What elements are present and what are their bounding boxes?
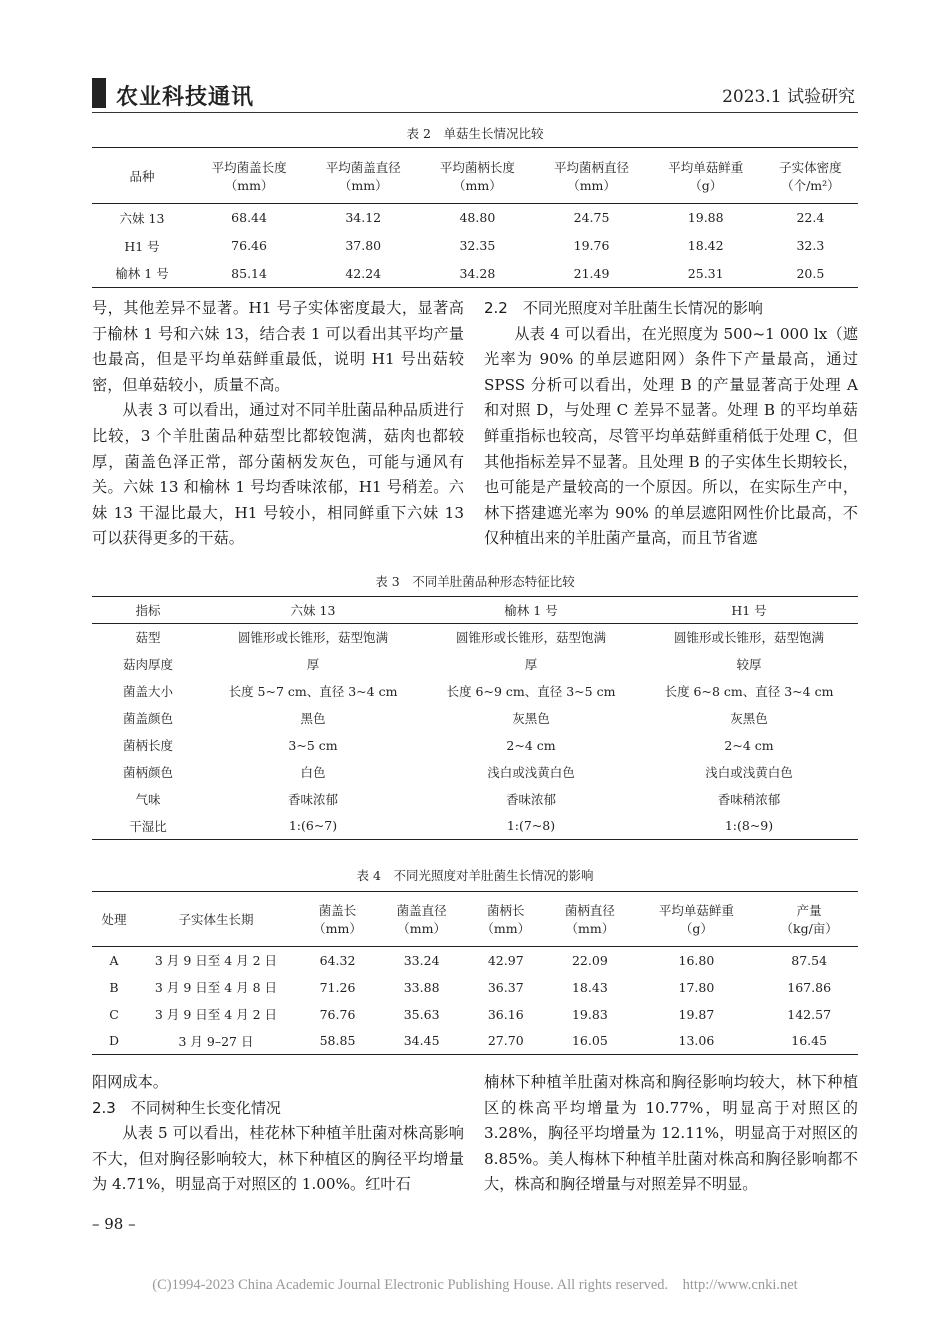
table-cell: 榆林 1 号 <box>115 266 169 282</box>
table-cell: C <box>109 1006 119 1022</box>
table-cell: 厚 <box>306 657 320 672</box>
table-cell: 34.12 <box>345 210 382 226</box>
paragraph: 阳网成本。 <box>92 1073 168 1091</box>
table2-header: 平均菌柄长度 （mm） <box>439 159 515 193</box>
table-row <box>92 705 858 732</box>
table-row <box>92 732 858 759</box>
table-cell: 42.97 <box>487 952 524 968</box>
table-cell: 19.88 <box>687 210 724 226</box>
table3 <box>92 596 858 840</box>
table-row <box>92 232 858 260</box>
header-bar <box>92 78 106 108</box>
table-row <box>92 947 858 974</box>
table-cell: 36.16 <box>487 1006 524 1022</box>
table-cell: 34.28 <box>459 265 496 281</box>
table-row <box>92 260 858 288</box>
table-cell: 2~4 cm <box>506 737 556 753</box>
issue-label: 2023.1 试验研究 <box>722 87 855 107</box>
table-cell: 58.85 <box>319 1033 356 1049</box>
table4-header: 处理 <box>101 912 127 927</box>
table4-header: 子实体生长期 <box>178 912 254 927</box>
table-cell: 长度 6~8 cm、直径 3~4 cm <box>664 684 834 699</box>
table-cell: 48.80 <box>459 210 496 226</box>
table-cell: A <box>109 952 119 968</box>
table-cell: 菇肉厚度 <box>122 657 173 672</box>
journal-logo: 农业科技通讯 <box>116 84 255 110</box>
table-cell: 64.32 <box>319 952 356 968</box>
table-cell: 3 月 9–27 日 <box>178 1033 254 1049</box>
paragraph: 楠林下种植羊肚菌对株高和胸径影响均较大，林下种植区的株高平均增量为 10.77%，明显高于对照区的 3.28%，胸径平均增量为 12.11%，明显高于对照区的 8.85%。美人梅林下种植羊肚菌对株高和胸径影响都不大，株高和胸径增量与对照差异不明显。 <box>484 1073 858 1194</box>
table-cell: 19.83 <box>571 1006 608 1022</box>
table-cell: 32.35 <box>459 238 496 253</box>
table-cell: 18.43 <box>571 979 608 995</box>
table-cell: 1:(8~9) <box>724 818 774 834</box>
table4-header: 菌柄长 （mm） <box>481 903 531 936</box>
table-row <box>92 1001 858 1028</box>
table4-header: 菌盖直径 （mm） <box>396 903 447 936</box>
table-cell: 菌柄颜色 <box>122 765 173 780</box>
table3-header: 榆林 1 号 <box>504 603 558 618</box>
table-cell: 黑色 <box>300 711 326 726</box>
table4-header: 平均单菇鲜重 （g） <box>658 903 734 936</box>
table-cell: 香味浓郁 <box>287 792 338 807</box>
table-cell: 长度 6~9 cm、直径 3~5 cm <box>446 684 616 699</box>
table-cell: 菌柄长度 <box>122 738 173 753</box>
table-cell: 33.24 <box>403 952 440 968</box>
table-cell: 22.09 <box>571 952 608 968</box>
table-cell: 较厚 <box>736 657 762 672</box>
table-cell: 37.80 <box>345 238 382 253</box>
table-cell: 圆锥形或长锥形，菇型饱满 <box>237 630 388 646</box>
table-row <box>92 759 858 786</box>
table-cell: 气味 <box>135 792 161 807</box>
table-cell: 灰黑色 <box>512 711 550 726</box>
table-row <box>92 624 858 651</box>
copyright-footer: (C)1994-2023 China Academic Journal Electronic Publishing House. All rights reserved. http://www.cnki.net <box>152 1277 798 1293</box>
table-cell: 3 月 9 日至 4 月 2 日 <box>154 953 278 969</box>
table-cell: D <box>108 1033 120 1049</box>
table-cell: 142.57 <box>787 1006 832 1022</box>
table-cell: 3~5 cm <box>288 737 338 753</box>
table3-header: 六妹 13 <box>290 603 336 618</box>
table-cell: 22.4 <box>796 210 825 226</box>
table-cell: 76.76 <box>319 1006 356 1022</box>
table-cell: B <box>109 979 119 995</box>
table-cell: 33.88 <box>403 979 440 995</box>
table-cell: 24.75 <box>573 210 610 226</box>
table-row <box>92 678 858 705</box>
table-cell: 167.86 <box>787 979 832 995</box>
table-row <box>92 1028 858 1055</box>
table-row <box>92 974 858 1001</box>
table-cell: 21.49 <box>573 265 610 281</box>
paragraph: 从表 5 可以看出，桂花林下种植羊肚菌对株高影响不大，但对胸径影响较大，林下种植区的胸径平均增量为 4.71%，明显高于对照区的 1.00%。红叶石 <box>92 1124 464 1194</box>
table3-header: 指标 <box>135 603 161 618</box>
table-cell: 35.63 <box>403 1006 440 1022</box>
left-column-lower <box>92 1070 464 1198</box>
section-heading: 2.2 不同光照度对羊肚菌生长情况的影响 <box>484 299 763 317</box>
table-cell: 1:(7~8) <box>506 818 556 834</box>
page-number: – 98 – <box>92 1215 136 1233</box>
table-cell: 36.37 <box>487 979 524 995</box>
table-cell: 25.31 <box>687 265 724 281</box>
table-cell: 18.42 <box>687 238 724 253</box>
right-column-lower <box>484 1070 858 1198</box>
table-cell: 1:(6~7) <box>288 818 338 834</box>
table-cell: 厚 <box>524 657 538 672</box>
table-cell: 34.45 <box>403 1033 440 1049</box>
table-cell: 16.80 <box>678 952 715 968</box>
table-cell: 42.24 <box>345 265 382 281</box>
table-cell: 六妹 13 <box>119 210 165 226</box>
table-cell: 圆锥形或长锥形，菇型饱满 <box>673 630 824 646</box>
table-cell: 白色 <box>300 765 326 780</box>
table2-header: 品种 <box>129 168 155 184</box>
table2-caption: 表 2 单菇生长情况比较 <box>406 126 544 141</box>
table-cell: H1 号 <box>124 238 160 254</box>
table-cell: 19.87 <box>678 1006 715 1022</box>
header-rule <box>92 112 858 113</box>
table3-header: H1 号 <box>731 603 767 618</box>
table-cell: 3 月 9 日至 4 月 2 日 <box>154 1007 278 1022</box>
table2-header: 子实体密度 （个/m²） <box>779 159 842 193</box>
table-cell: 菌盖大小 <box>122 684 173 699</box>
table-row <box>92 651 858 678</box>
table3-caption: 表 3 不同羊肚菌品种形态特征比较 <box>375 574 575 589</box>
table-cell: 长度 5~7 cm、直径 3~4 cm <box>228 684 398 699</box>
table-row <box>92 813 858 840</box>
table2-header: 平均菌柄直径 （mm） <box>554 159 630 193</box>
table4-header: 产量 （kg/亩） <box>780 903 838 936</box>
table4 <box>92 891 858 1055</box>
table-cell: 68.44 <box>231 210 267 226</box>
table-cell: 87.54 <box>791 952 828 968</box>
table-cell: 菌盖颜色 <box>122 711 173 726</box>
table-cell: 2~4 cm <box>724 737 774 753</box>
section-heading: 2.3 不同树种生长变化情况 <box>92 1098 281 1117</box>
table-cell: 76.46 <box>231 238 267 253</box>
left-column-upper <box>92 296 464 552</box>
table2 <box>92 147 858 288</box>
paragraph: 从表 3 可以看出，通过对不同羊肚菌品种品质进行比较，3 个羊肚菌品种菇型比都较饱满，菇肉也都较厚，菌盖色泽正常，部分菌柄发灰色，可能与通风有关。六妹 13 和榆林 1 号均香味浓郁，H1 号稍差。六妹 13 干湿比最大，H1 号较小，相同鲜重下六妹 13 可以获得更多的干菇。 <box>92 401 464 548</box>
right-column-upper <box>484 296 858 552</box>
table-cell: 13.06 <box>678 1033 715 1049</box>
table-cell: 16.45 <box>791 1033 828 1049</box>
table-cell: 浅白或浅黄白色 <box>487 765 575 780</box>
table-cell: 浅白或浅黄白色 <box>705 765 793 780</box>
paragraph: 号，其他差异不显著。H1 号子实体密度最大，显著高于榆林 1 号和六妹 13，结合表 1 可以看出其平均产量也最高，但是平均单菇鲜重最低，说明 H1 号出菇较密，但单菇较小，质量不高。 <box>92 299 464 394</box>
table2-header: 平均菌盖直径 （mm） <box>325 159 401 193</box>
table-cell: 20.5 <box>796 265 825 281</box>
table2-header: 平均菌盖长度 （mm） <box>211 159 287 193</box>
table4-header: 菌盖长 （mm） <box>313 903 362 936</box>
table-cell: 干湿比 <box>129 818 167 834</box>
table-cell: 圆锥形或长锥形，菇型饱满 <box>455 630 606 646</box>
table-cell: 菇型 <box>135 630 161 646</box>
table-cell: 19.76 <box>573 238 610 253</box>
table-cell: 香味浓郁 <box>505 792 556 807</box>
table-cell: 灰黑色 <box>730 711 768 726</box>
table4-header: 菌柄直径 （mm） <box>564 903 615 936</box>
table-cell: 32.3 <box>796 238 825 253</box>
paragraph: 从表 4 可以看出，在光照度为 500~1 000 lx（遮光率为 90% 的单层遮阳网）条件下产量最高，通过 SPSS 分析可以看出，处理 B 的产量显著高于处理 A 和对照 D，与处理 C 差异不显著。处理 B 的平均单菇鲜重指标也较高，尽管平均单菇鲜重稍低于处理 C，但其他指标差异不显著。且处理 B 的子实体生长期较长，也可能是产量较高的一个原因。所以，在实际生产中，林下搭建遮光率为 90% 的单层遮阳网性价比最高，不仅种植出来的羊肚菌产量高，而且节省遮 <box>484 324 858 548</box>
table2-header: 平均单菇鲜重 （g） <box>668 159 744 193</box>
table4-caption: 表 4 不同光照度对羊肚菌生长情况的影响 <box>356 868 594 883</box>
table-row <box>92 204 858 232</box>
table-cell: 71.26 <box>319 979 356 995</box>
table-cell: 27.70 <box>487 1033 524 1049</box>
table-cell: 香味稍浓郁 <box>717 792 781 807</box>
table-cell: 16.05 <box>571 1033 608 1049</box>
table-cell: 17.80 <box>678 979 715 995</box>
table-cell: 3 月 9 日至 4 月 8 日 <box>154 980 278 995</box>
table-row <box>92 786 858 813</box>
table-cell: 85.14 <box>231 265 267 281</box>
